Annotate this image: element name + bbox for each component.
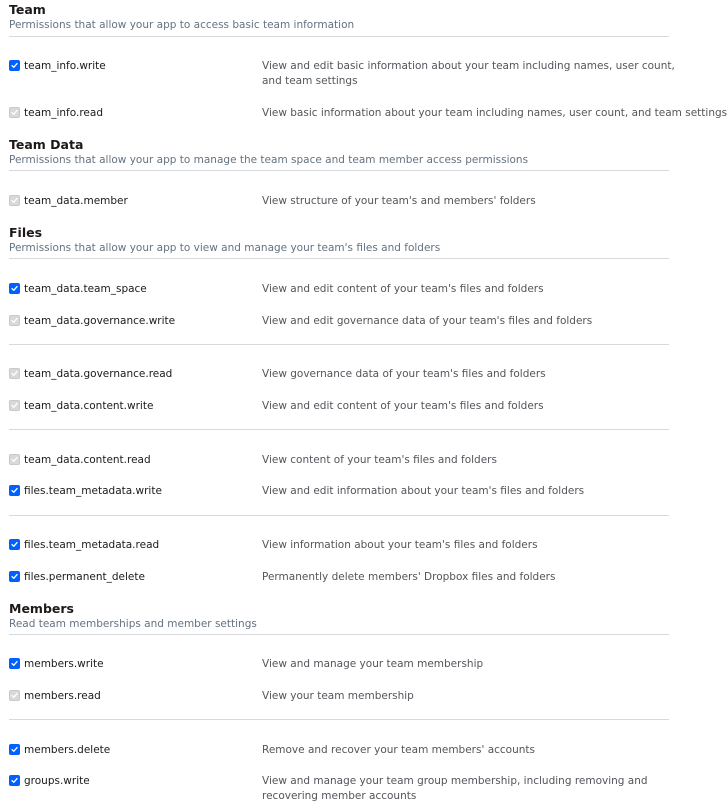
- checkmark-icon: [11, 487, 18, 494]
- permission-checkbox[interactable]: [9, 744, 20, 755]
- permission-name: team_info.write: [24, 60, 106, 72]
- permission-checkbox[interactable]: [9, 690, 20, 701]
- divider: [9, 36, 669, 37]
- permission-checkbox[interactable]: [9, 400, 20, 411]
- permission-name: team_data.governance.read: [24, 368, 173, 380]
- permission-checkbox[interactable]: [9, 571, 20, 582]
- section-desc-team: Permissions that allow your app to access basic team information: [9, 19, 355, 31]
- permission-description: View and edit content of your team's files and folders: [262, 283, 544, 295]
- section-desc-files: Permissions that allow your app to view and manage your team's files and folders: [9, 242, 441, 254]
- permission-name: team_data.member: [24, 195, 128, 207]
- permission-description: View information about your team's files and folders: [262, 539, 538, 551]
- checkmark-icon: [11, 541, 18, 548]
- checkmark-icon: [11, 62, 18, 69]
- checkmark-icon: [11, 573, 18, 580]
- permission-name: members.write: [24, 658, 104, 670]
- checkmark-icon: [11, 109, 18, 116]
- permission-name: team_data.governance.write: [24, 315, 176, 327]
- permission-name: team_data.content.read: [24, 454, 151, 466]
- permission-description: View and edit governance data of your team's files and folders: [262, 315, 593, 327]
- checkmark-icon: [11, 197, 18, 204]
- permission-name: members.read: [24, 690, 101, 702]
- permission-checkbox[interactable]: [9, 485, 20, 496]
- divider: [9, 429, 669, 430]
- permission-name: team_info.read: [24, 107, 103, 119]
- permission-description: View content of your team's files and folders: [262, 454, 497, 466]
- permission-description: View your team membership: [262, 690, 414, 702]
- checkmark-icon: [11, 660, 18, 667]
- section-desc-members: Read team memberships and member settings: [9, 618, 257, 630]
- permission-description: View and edit information about your team's files and folders: [262, 485, 585, 497]
- permission-name: files.team_metadata.write: [24, 485, 162, 497]
- permission-checkbox[interactable]: [9, 775, 20, 786]
- section-desc-team-data: Permissions that allow your app to manage the team space and team member access permissions: [9, 154, 529, 166]
- checkmark-icon: [11, 285, 18, 292]
- permission-description: View governance data of your team's files and folders: [262, 368, 546, 380]
- permission-name: files.permanent_delete: [24, 571, 145, 583]
- permission-checkbox[interactable]: [9, 368, 20, 379]
- permission-name: files.team_metadata.read: [24, 539, 160, 551]
- divider: [9, 634, 669, 635]
- permission-description: Remove and recover your team members' accounts: [262, 744, 535, 756]
- divider: [9, 170, 669, 171]
- permission-checkbox[interactable]: [9, 315, 20, 326]
- permission-name: team_data.content.write: [24, 400, 154, 412]
- checkmark-icon: [11, 692, 18, 699]
- permission-checkbox[interactable]: [9, 539, 20, 550]
- section-title-team: Team: [9, 2, 46, 17]
- permission-checkbox[interactable]: [9, 107, 20, 118]
- section-title-team-data: Team Data: [9, 137, 84, 152]
- divider: [9, 258, 669, 259]
- permission-name: groups.write: [24, 775, 90, 787]
- permission-checkbox[interactable]: [9, 60, 20, 71]
- checkmark-icon: [11, 317, 18, 324]
- checkmark-icon: [11, 777, 18, 784]
- checkmark-icon: [11, 456, 18, 463]
- permission-name: members.delete: [24, 744, 111, 756]
- permission-description: View and manage your team membership: [262, 658, 484, 670]
- checkmark-icon: [11, 370, 18, 377]
- permission-description: View structure of your team's and members' folders: [262, 195, 536, 207]
- permission-name: team_data.team_space: [24, 283, 147, 295]
- divider: [9, 719, 669, 720]
- checkmark-icon: [11, 402, 18, 409]
- permission-checkbox[interactable]: [9, 454, 20, 465]
- permission-checkbox[interactable]: [9, 195, 20, 206]
- section-title-members: Members: [9, 601, 74, 616]
- divider: [9, 515, 669, 516]
- permission-checkbox[interactable]: [9, 658, 20, 669]
- checkmark-icon: [11, 746, 18, 753]
- permission-checkbox[interactable]: [9, 283, 20, 294]
- permission-description: Permanently delete members' Dropbox files and folders: [262, 571, 556, 583]
- section-title-files: Files: [9, 225, 43, 240]
- permission-description: View basic information about your team including names, user count, and team settings: [262, 107, 727, 119]
- permission-description: View and edit basic information about your team including names, user count, and team settings: [262, 60, 675, 87]
- permission-description: View and edit content of your team's files and folders: [262, 400, 544, 412]
- divider: [9, 344, 669, 345]
- permission-description: View and manage your team group membership, including removing and recovering member accounts: [262, 775, 648, 802]
